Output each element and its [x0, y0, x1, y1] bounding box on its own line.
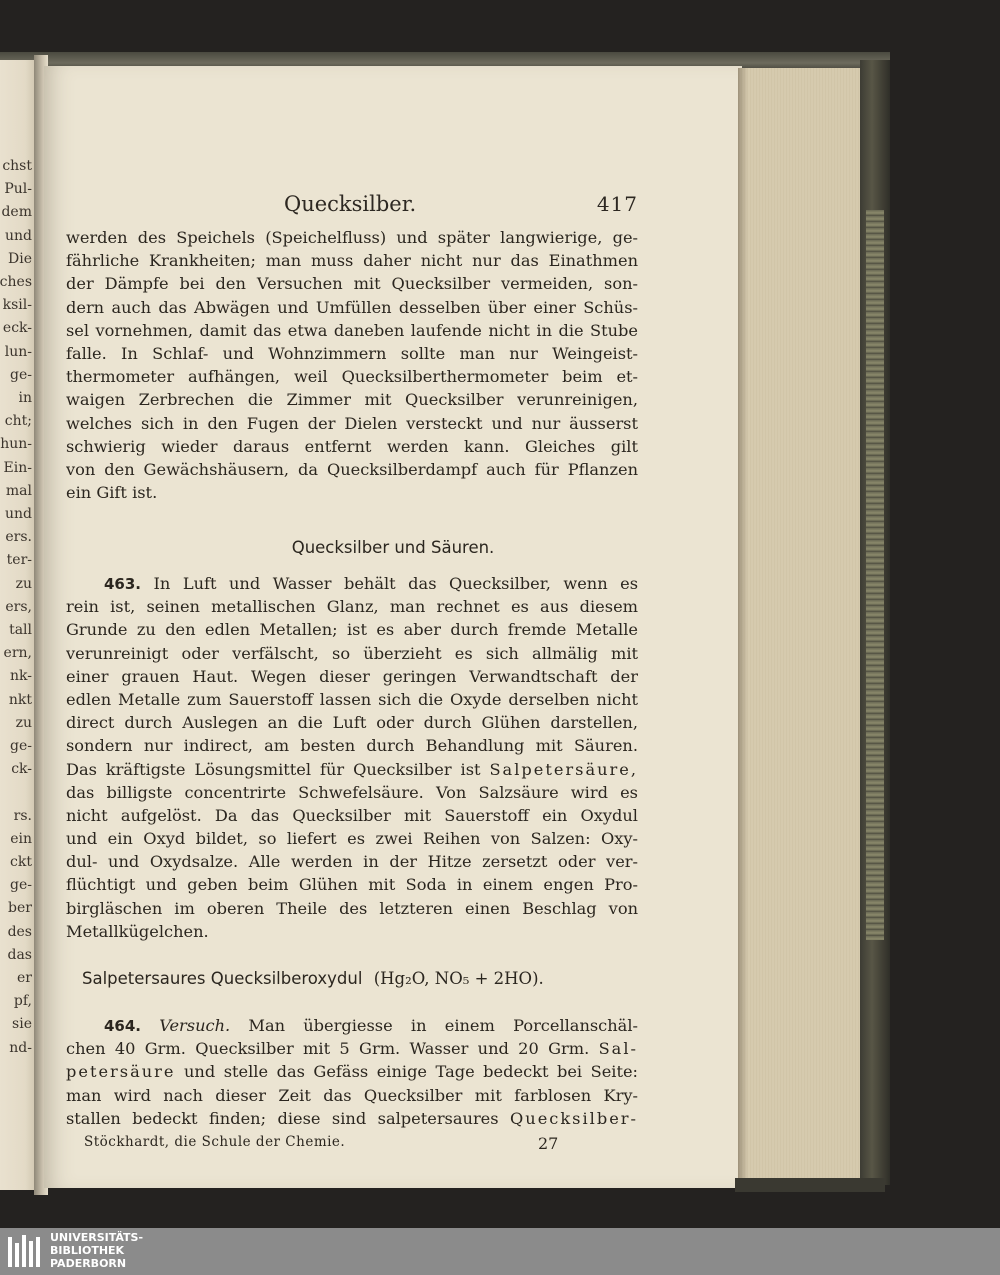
left-page-text-fragment: lun-: [4, 343, 32, 360]
page-edges-shadow: [738, 68, 748, 1186]
line-text: stallen bedeckt finden; diese sind salpetersaures: [66, 1108, 499, 1128]
left-page-text-fragment: ers.: [5, 529, 32, 546]
text-line: [66, 1084, 638, 1107]
left-page-text-fragment: und: [5, 227, 32, 244]
chemical-formula: (Hg₂O, NO₅ + 2HO).: [373, 969, 544, 988]
text-line: schwierig wieder daraus entfernt werden kann. Gleiches gilt: [66, 436, 638, 456]
experiment-label: Versuch.: [159, 1016, 231, 1035]
left-page-text-fragment: chst: [2, 158, 32, 174]
text-line: sel vornehmen, damit das etwa daneben laufende nicht in die Stube: [66, 320, 638, 340]
text-line: sondern nur indirect, am besten durch Behandlung mit Säuren.: [66, 736, 638, 756]
left-page-text-fragment: Die: [8, 250, 32, 267]
text-line: werden des Speichels (Speichelfluss) und später langwierige, ge-: [66, 228, 638, 247]
left-page-text-fragment: Ein-: [3, 459, 32, 476]
signature-number: 27: [538, 1134, 559, 1153]
left-page-text-fragment: er: [17, 970, 32, 986]
emphasized-word: Quecksilber-: [510, 1108, 638, 1128]
right-page: [44, 66, 742, 1188]
text-line: falle. In Schlaf- und Wohnzimmern sollte man nur Weingeist-: [66, 343, 638, 363]
text-line: flüchtigt und geben beim Glühen mit Soda in einem engen Pro-: [66, 875, 638, 895]
line-text: chen 40 Grm. Quecksilber mit 5 Grm. Wasser und 20 Grm.: [66, 1039, 590, 1059]
text-line: welches sich in den Fugen der Dielen versteckt und nur äusserst: [66, 413, 638, 433]
paragraph-number: 464.: [104, 1017, 142, 1035]
line-text: In Luft und Wasser behält das Quecksilber, wenn es: [153, 574, 638, 593]
left-page-text-fragment: ge-: [10, 366, 32, 383]
printer-signature: Stöckhardt, die Schule der Chemie.: [84, 1134, 346, 1150]
text-line: rein ist, seinen metallischen Glanz, man rechnet es aus diesem: [66, 597, 638, 617]
left-page-text-fragment: und: [5, 506, 32, 522]
left-page-text-fragment: ge-: [10, 877, 32, 894]
book-cover-bottom: [735, 1178, 885, 1192]
paragraph-464: [66, 1014, 638, 1130]
text-line: fährliche Krankheiten; man muss daher nicht nur das Einathmen: [66, 251, 638, 271]
page-number: 417: [596, 192, 638, 216]
heading-text: Salpetersaures Quecksilberoxydul: [82, 969, 363, 988]
left-page-text-fragment: sie: [12, 1016, 32, 1033]
text-line: birgläschen im oberen Theile des letzteren einen Beschlag von: [66, 898, 638, 918]
left-page-text-fragment: ck-: [11, 761, 32, 778]
text-line: [66, 572, 638, 595]
line-text: man wird nach dieser Zeit das Quecksilber mit farblosen Kry-: [66, 1085, 638, 1105]
section-heading-mercurous-nitrate: [82, 969, 682, 988]
page-edges: [738, 68, 862, 1186]
left-page-text-fragment: mal: [5, 482, 32, 499]
page-header: [44, 192, 742, 220]
library-name: [50, 1231, 143, 1270]
left-page-text-fragment: ein: [10, 830, 32, 847]
text-line: [66, 1014, 638, 1037]
line-text: Man übergiesse in einem Porcellanschäl-: [248, 1016, 638, 1035]
text-line: dul- und Oxydsalze. Alle werden in der Hitze zersetzt oder ver-: [66, 852, 638, 872]
paragraph-number: 463.: [104, 575, 142, 593]
left-page-text-fragment: dem: [1, 204, 32, 221]
left-page-text-fragment: das: [7, 946, 32, 963]
left-page-text-fragment: nd-: [9, 1039, 32, 1056]
left-page-text-fragment: des: [7, 923, 32, 940]
text-line: [66, 758, 638, 781]
emphasized-word: Salpetersäure,: [489, 759, 638, 779]
page-footer: [84, 1134, 684, 1156]
left-page-text-fragment: ches: [0, 274, 32, 290]
library-name-line: BIBLIOTHEK: [50, 1244, 125, 1257]
emphasized-word: Sal-: [598, 1039, 638, 1059]
library-name-line: UNIVERSITÄTS-: [50, 1231, 144, 1244]
text-line: nicht aufgelöst. Da das Quecksilber mit Sauerstoff ein Oxydul: [66, 805, 638, 825]
paragraph-463: [66, 572, 638, 943]
left-page-text-fragment: ers,: [5, 598, 32, 615]
left-page-text-fragment: pf,: [13, 993, 32, 1010]
left-page-text-fragment: eck-: [2, 320, 32, 337]
paragraph-mercury-dangers: [66, 226, 638, 504]
left-page-text-fragment: tall: [9, 622, 32, 638]
text-line: Metallkügelchen.: [66, 921, 209, 941]
text-line: [66, 1107, 638, 1130]
text-line: Grunde zu den edlen Metallen; ist es aber durch fremde Metalle: [66, 620, 638, 640]
text-line: und ein Oxyd bildet, so liefert es zwei Reihen von Salzen: Oxy-: [66, 829, 638, 849]
left-page: [0, 60, 36, 1190]
text-line: der Dämpfe bei den Versuchen mit Quecksilber vermeiden, son-: [66, 274, 638, 294]
text-line: [66, 1037, 638, 1060]
line-text: und stelle das Gefäss einige Tage bedeckt bei Seite:: [184, 1062, 638, 1082]
text-line: verunreinigt oder verfälscht, so überzieht es sich allmälig mit: [66, 643, 638, 663]
text-line: waigen Zerbrechen die Zimmer mit Quecksilber verunreinigen,: [66, 390, 638, 410]
section-heading-mercury-acids: Quecksilber und Säuren.: [291, 538, 495, 557]
left-page-text-fragment: hun-: [0, 436, 32, 453]
left-page-text-fragment: ksil-: [2, 297, 32, 314]
library-logo-icon: [6, 1233, 46, 1270]
library-name-line: PADERBORN: [50, 1257, 127, 1270]
left-page-text-fragment: zu: [15, 575, 32, 592]
left-page-text-fragment: rs.: [13, 807, 32, 824]
left-page-text-fragment: ckt: [10, 854, 32, 870]
left-page-text-fragment: zu: [15, 714, 32, 731]
line-text: Das kräftigste Lösungsmittel für Quecksilber ist: [66, 759, 481, 779]
left-page-text-fragment: ge-: [10, 738, 32, 754]
left-page-text-fragment: ber: [8, 900, 32, 917]
text-line: edlen Metalle zum Sauerstoff lassen sich die Oxyde derselben nicht: [66, 689, 638, 709]
left-page-text-fragment: in: [18, 390, 32, 406]
left-page-text-fragment: ern,: [3, 645, 32, 662]
running-title: Quecksilber.: [284, 192, 417, 216]
left-page-text-fragment: nkt: [8, 691, 32, 708]
text-line: [66, 1060, 638, 1083]
cover-texture: [866, 210, 884, 940]
text-line: einer grauen Haut. Wegen dieser geringen Verwandtschaft der: [66, 666, 638, 686]
left-page-text-fragment: Pul-: [4, 181, 32, 198]
emphasized-word: petersäure: [66, 1062, 176, 1082]
left-page-text-fragment: ter-: [6, 552, 32, 569]
text-line: ein Gift ist.: [66, 483, 158, 503]
library-banner: [0, 1228, 1000, 1275]
text-line: thermometer aufhängen, weil Quecksilberthermometer beim et-: [66, 367, 638, 387]
left-page-text-fragment: nk-: [10, 668, 32, 685]
text-line: dern auch das Abwägen und Umfüllen desselben über einer Schüs-: [66, 297, 638, 317]
text-line: von den Gewächshäusern, da Quecksilberdampf auch für Pflanzen: [66, 459, 638, 479]
text-line: direct durch Auslegen an die Luft oder durch Glühen darstellen,: [66, 713, 638, 733]
left-page-text-fragment: cht;: [4, 413, 32, 430]
text-line: das billigste concentrirte Schwefelsäure. Von Salzsäure wird es: [66, 782, 638, 802]
